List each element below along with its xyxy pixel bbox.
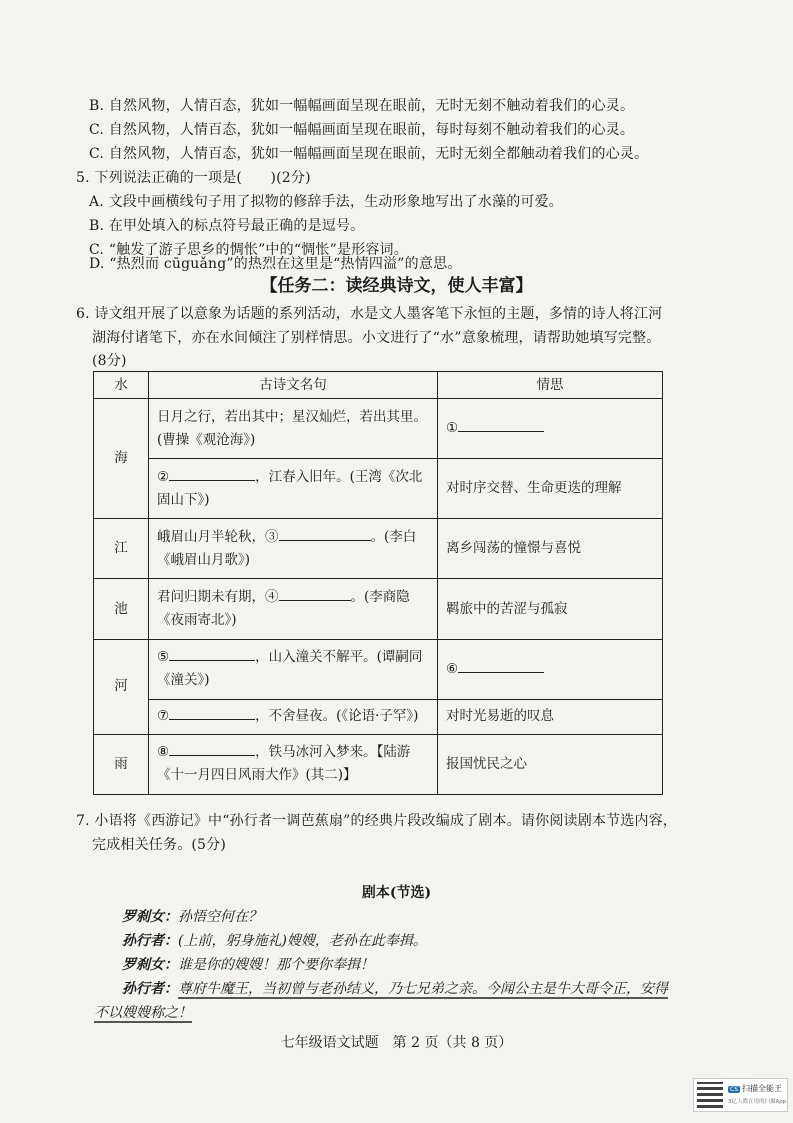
page-footer: 七年级语文试题 第 2 页（共 8 页） — [280, 1035, 513, 1051]
watermark-brand — [728, 1083, 782, 1094]
answer-blank-7[interactable] — [169, 705, 255, 720]
answer-blank-8[interactable] — [169, 741, 255, 756]
dialogue: 谁是你的嫂嫂！那个要你奉揖！ — [178, 957, 374, 973]
answer-blank-1[interactable] — [458, 417, 544, 432]
speaker: 孙行者： — [122, 933, 178, 949]
answer-blank-2[interactable] — [169, 466, 255, 481]
dialogue: 孙悟空何在？ — [178, 909, 262, 925]
verse-text: ，江春入旧年。(王湾《次北固山下》) — [157, 468, 423, 508]
dialogue: 不以嫂嫂称之！ — [94, 1005, 192, 1021]
watermark-tagline: 3亿人都在用的扫描App — [728, 1099, 787, 1105]
answer-blank-3[interactable] — [279, 526, 371, 541]
verse-text: ，铁马冰河入梦来。【陆游《十一月四日风雨大作》(其二)】 — [157, 744, 411, 784]
cell-verse-pond — [149, 579, 438, 639]
question-6-stem-3: (8分) — [92, 353, 127, 369]
header-verse: 古诗文名句 — [149, 372, 438, 399]
cell-he: 河 — [94, 639, 149, 734]
blank-number: ② — [157, 468, 170, 485]
cell-verse-river — [149, 519, 438, 579]
cell-feeling-rain: 报国忧民之心 — [438, 734, 663, 794]
cell-rain: 雨 — [94, 734, 149, 794]
brand-name: 扫描全能王 — [742, 1084, 782, 1093]
speaker: 罗刹女： — [122, 957, 178, 973]
option-5a: A. 文段中画横线句子用了拟物的修辞手法，生动形象地写出了水藻的可爱。 — [89, 194, 564, 210]
cell-feeling-sea-2: 对时序交替、生命更迭的理解 — [438, 459, 663, 519]
blank-number: ⑧ — [157, 744, 170, 761]
blank-number: ⑦ — [157, 708, 170, 725]
scanner-watermark — [693, 1078, 788, 1112]
script-line — [122, 954, 374, 974]
question-7-stem-2: 完成相关任务。(5分) — [92, 837, 227, 853]
dialogue: 尊府牛魔王，当初曾与老孙结义，乃七兄弟之亲。今闻公主是牛大哥令正，安得 — [178, 981, 668, 997]
verse-text: 。(李商隐《夜雨寄北》) — [157, 589, 410, 629]
qr-code-icon — [697, 1082, 723, 1108]
table-header-row — [94, 372, 663, 399]
blank-number: ⑤ — [157, 649, 170, 666]
option-5d: D. “热烈而 cūguǎng”的热烈在这里是“热情四溢”的意思。 — [89, 256, 462, 272]
table-row — [94, 639, 663, 699]
verse-text: ，山入潼关不解平。(谭嗣同《潼关》) — [157, 649, 423, 689]
cell-verse-he-2 — [149, 699, 438, 734]
table-row — [94, 519, 663, 579]
table-row — [94, 579, 663, 639]
answer-blank-5[interactable] — [169, 646, 255, 661]
option-4b: B. 自然风物，人情百态，犹如一幅幅画面呈现在眼前，无时无刻不触动着我们的心灵。 — [89, 98, 635, 114]
question-7-stem-1: 7. 小语将《西游记》中“孙行者一调芭蕉扇”的经典片段改编成了剧本。请你阅读剧本节选内容， — [76, 813, 678, 829]
table-row — [94, 699, 663, 734]
cell-feeling-he-2: 对时光易逝的叹息 — [438, 699, 663, 734]
table-row — [94, 734, 663, 794]
option-5c: C. “触发了游子思乡的惆怅”中的“惆怅”是形容词。 — [89, 242, 408, 258]
cell-feeling-pond: 羁旅中的苦涩与孤寂 — [438, 579, 663, 639]
table-row — [94, 399, 663, 459]
task-2-heading: 【任务二：读经典诗文，使人丰富】 — [260, 276, 533, 296]
cell-feeling-he-1 — [438, 639, 663, 699]
verse-text: 君问归期未有期，④ — [157, 589, 279, 606]
verse-text: 峨眉山月半轮秋，③ — [157, 528, 279, 545]
answer-blank-6[interactable] — [458, 658, 544, 673]
question-5-stem: 5. 下列说法正确的一项是( )(2分) — [76, 170, 311, 186]
cell-verse-sea-1: 日月之行，若出其中；星汉灿烂，若出其里。(曹操《观沧海》) — [149, 399, 438, 459]
script-title: 剧本(节选) — [361, 885, 432, 901]
table-row — [94, 459, 663, 519]
cs-logo-icon: CS — [730, 1086, 738, 1093]
question-6-stem-1: 6. 诗文组开展了以意象为话题的系列活动，水是文人墨客笔下永恒的主题，多情的诗人将江河 — [76, 306, 663, 322]
cell-verse-rain — [149, 734, 438, 794]
option-4d: C. 自然风物，人情百态，犹如一幅幅画面呈现在眼前，无时无刻全都触动着我们的心灵。 — [89, 146, 649, 162]
cell-verse-he-1 — [149, 639, 438, 699]
script-line — [94, 1002, 192, 1022]
script-line — [122, 906, 262, 926]
verse-text: ，不舍昼夜。(《论语·子罕》) — [255, 708, 419, 725]
water-imagery-table — [93, 371, 663, 795]
speaker: 孙行者： — [122, 981, 178, 997]
blank-number: ⑥ — [446, 660, 459, 677]
option-5b: B. 在甲处填入的标点符号最正确的是逗号。 — [89, 218, 365, 234]
cell-feeling-river: 离乡闯荡的憧憬与喜悦 — [438, 519, 663, 579]
cell-pond: 池 — [94, 579, 149, 639]
question-6-stem-2: 湖海付诸笔下，亦在水间倾注了别样情思。小文进行了“水”意象梳理，请帮助她填写完整。 — [92, 330, 661, 346]
verse-text: 。(李白《峨眉山月歌》) — [157, 528, 417, 568]
answer-blank-4[interactable] — [279, 586, 351, 601]
header-feeling: 情思 — [438, 372, 663, 399]
option-4c: C. 自然风物，人情百态，犹如一幅幅画面呈现在眼前，每时每刻不触动着我们的心灵。 — [89, 122, 635, 138]
blank-number: ① — [446, 420, 459, 437]
cell-river: 江 — [94, 519, 149, 579]
script-line — [122, 930, 427, 950]
dialogue: (上前，躬身施礼)嫂嫂，老孙在此奉揖。 — [178, 933, 427, 949]
cell-sea: 海 — [94, 399, 149, 519]
cell-feeling-sea-1 — [438, 399, 663, 459]
header-water: 水 — [94, 372, 149, 399]
speaker: 罗刹女： — [122, 909, 178, 925]
cell-verse-sea-2 — [149, 459, 438, 519]
script-line — [122, 978, 668, 998]
